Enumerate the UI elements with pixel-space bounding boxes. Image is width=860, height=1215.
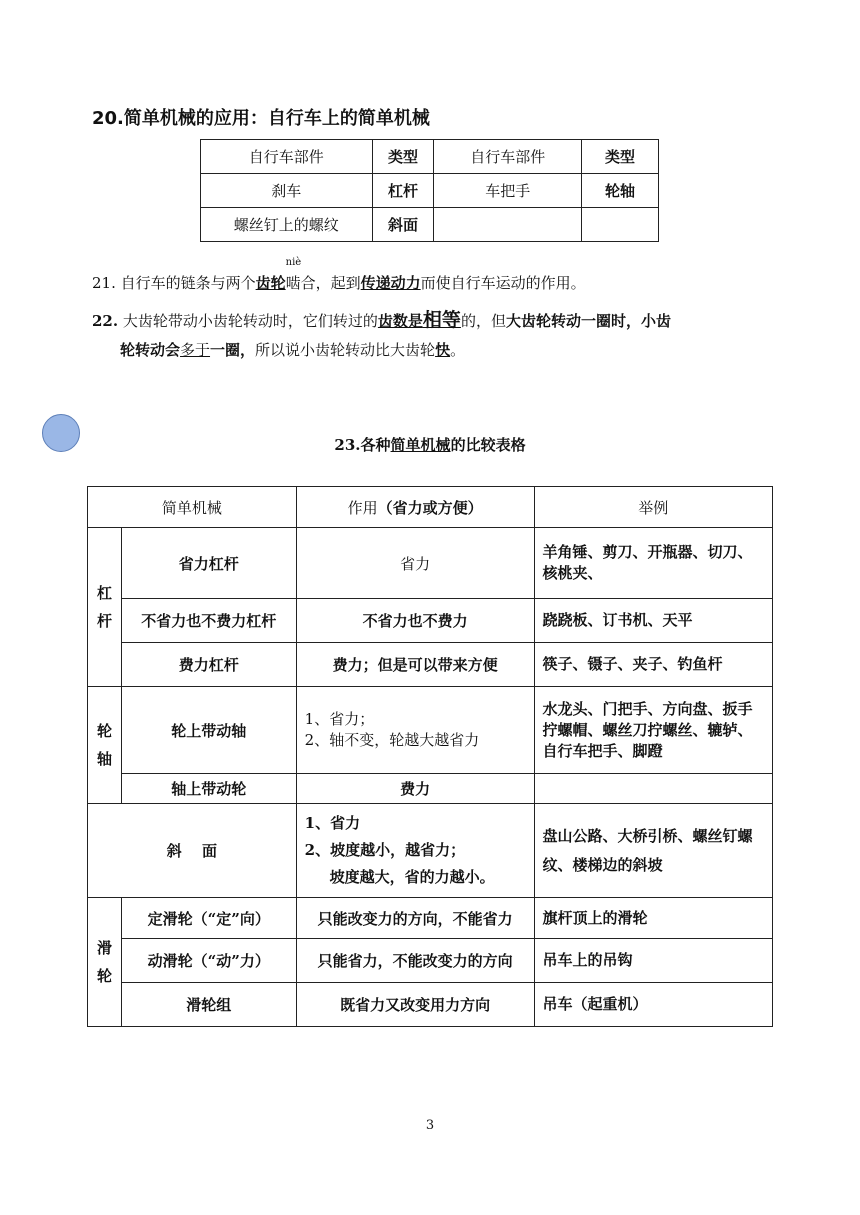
teeth-term: 齿数是: [377, 312, 423, 330]
table-row: [88, 774, 773, 804]
item-22-text: 所以说小齿轮转动比大齿轮: [255, 341, 436, 359]
title-text: 的比较表格: [450, 436, 526, 454]
machine-example: 筷子、镊子、夹子、钓鱼杆: [534, 643, 772, 687]
header-type-2: 类型: [582, 140, 659, 174]
item-22-text: 大齿轮带动小齿轮转动时，它们转过的: [122, 312, 378, 330]
machine-effect: 不省力也不费力: [296, 599, 534, 643]
machine-example: 跷跷板、订书机、天平: [534, 599, 772, 643]
header-part-2: 自行车部件: [434, 140, 582, 174]
cell: 轮轴: [582, 174, 659, 208]
machine-name: 省力杠杆: [121, 528, 296, 599]
effect-line: 2、轴不变，轮越大越省力: [304, 731, 480, 749]
item-21-text: 21. 自行车的链条与两个: [92, 274, 256, 292]
cell: [434, 208, 582, 242]
page-number: 3: [425, 1118, 435, 1133]
item-22-number: 22.: [92, 312, 119, 330]
table-row: [88, 528, 773, 599]
effect-line: 1、省力；: [304, 710, 375, 728]
item-22-line-2: [120, 339, 465, 360]
title-underlined: 简单机械: [390, 436, 451, 454]
item-21: [92, 257, 586, 293]
table-row: [201, 140, 659, 174]
machine-effect: 费力: [296, 774, 534, 804]
cell: [582, 208, 659, 242]
item-22-text: 。: [450, 341, 466, 359]
machine-example: 吊车上的吊钩: [534, 939, 772, 983]
item-22-bold: 大齿轮转动一圈时，小齿: [505, 312, 671, 330]
effect-line: 坡度越大，省的力越小。: [329, 868, 495, 886]
section-23-title: [0, 434, 860, 455]
machine-name: 动滑轮（“动”力）: [121, 939, 296, 983]
effect-line: 1、省力: [304, 814, 361, 832]
machine-name: 轮上带动轴: [121, 687, 296, 774]
machine-effect: 既省力又改变用力方向: [296, 983, 534, 1027]
title-number: 23.: [334, 436, 361, 454]
machine-name: 滑轮组: [121, 983, 296, 1027]
machine-effect: [296, 687, 534, 774]
machine-name: 费力杠杆: [121, 643, 296, 687]
cell: 刹车: [201, 174, 373, 208]
table-row: [88, 939, 773, 983]
item-21-text: 啮合，起到: [285, 274, 361, 292]
group-wheel-axle: 轮 轴: [88, 687, 122, 804]
fast-term: 快: [435, 341, 451, 359]
cell: 车把手: [434, 174, 582, 208]
table-row: [201, 174, 659, 208]
table-row: [88, 804, 773, 898]
pinyin: niè: [285, 257, 302, 268]
header-example: 举例: [534, 487, 772, 528]
cell: 斜面: [372, 208, 434, 242]
machine-example: 盘山公路、大桥引桥、螺丝钉螺纹、楼梯边的斜坡: [534, 804, 772, 898]
cell: 杠杆: [372, 174, 434, 208]
machine-name: 不省力也不费力杠杆: [121, 599, 296, 643]
machine-example: [534, 774, 772, 804]
header-effect-text: 作用: [347, 498, 378, 517]
machine-example: 水龙头、门把手、方向盘、扳手拧螺帽、螺丝刀拧螺丝、辘轳、自行车把手、脚蹬: [534, 687, 772, 774]
item-21-text: 而使自行车运动的作用。: [420, 274, 586, 292]
gear-term: 齿轮: [255, 274, 286, 292]
item-22-line-1: [92, 305, 671, 332]
machine-effect: [296, 804, 534, 898]
table-row: [88, 643, 773, 687]
machine-effect: 只能改变力的方向，不能省力: [296, 898, 534, 939]
header-machine: 简单机械: [88, 487, 297, 528]
machine-example: 旗杆顶上的滑轮: [534, 898, 772, 939]
title-text: 各种: [360, 436, 391, 454]
table-row: [88, 599, 773, 643]
nie-char: [285, 257, 361, 293]
table-row: [88, 687, 773, 774]
item-22-bold: 一圈，: [210, 341, 256, 359]
item-22-bold: 轮转动会: [120, 341, 181, 359]
more-term: 多于: [180, 341, 211, 359]
item-22-text: 的，但: [460, 312, 506, 330]
table-row: [88, 487, 773, 528]
machine-name: 定滑轮（“定”向）: [121, 898, 296, 939]
cell: 螺丝钉上的螺纹: [201, 208, 373, 242]
group-lever: 杠 杆: [88, 528, 122, 687]
header-effect: [296, 487, 534, 528]
transmit-term: 传递动力: [360, 274, 421, 292]
effect-line: 2、坡度越小，越省力；: [304, 841, 466, 859]
machine-incline: 斜 面: [88, 804, 297, 898]
machine-effect: 省力: [296, 528, 534, 599]
simple-machines-comparison-table: [87, 486, 773, 1027]
header-effect-bold: （省力或方便）: [377, 498, 483, 517]
machine-example: 吊车（起重机）: [534, 983, 772, 1027]
group-pulley: 滑 轮: [88, 898, 122, 1027]
machine-name: 轴上带动轮: [121, 774, 296, 804]
header-part: 自行车部件: [201, 140, 373, 174]
section-20-title: 20.简单机械的应用：自行车上的简单机械: [92, 108, 430, 129]
machine-effect: 费力；但是可以带来方便: [296, 643, 534, 687]
table-row: [88, 898, 773, 939]
bicycle-parts-table: [200, 139, 659, 242]
header-type: 类型: [372, 140, 434, 174]
equal-term: 相等: [422, 309, 461, 331]
machine-example: 羊角锤、剪刀、开瓶器、切刀、核桃夹、: [534, 528, 772, 599]
machine-effect: 只能省力，不能改变力的方向: [296, 939, 534, 983]
table-row: [88, 983, 773, 1027]
table-row: [201, 208, 659, 242]
